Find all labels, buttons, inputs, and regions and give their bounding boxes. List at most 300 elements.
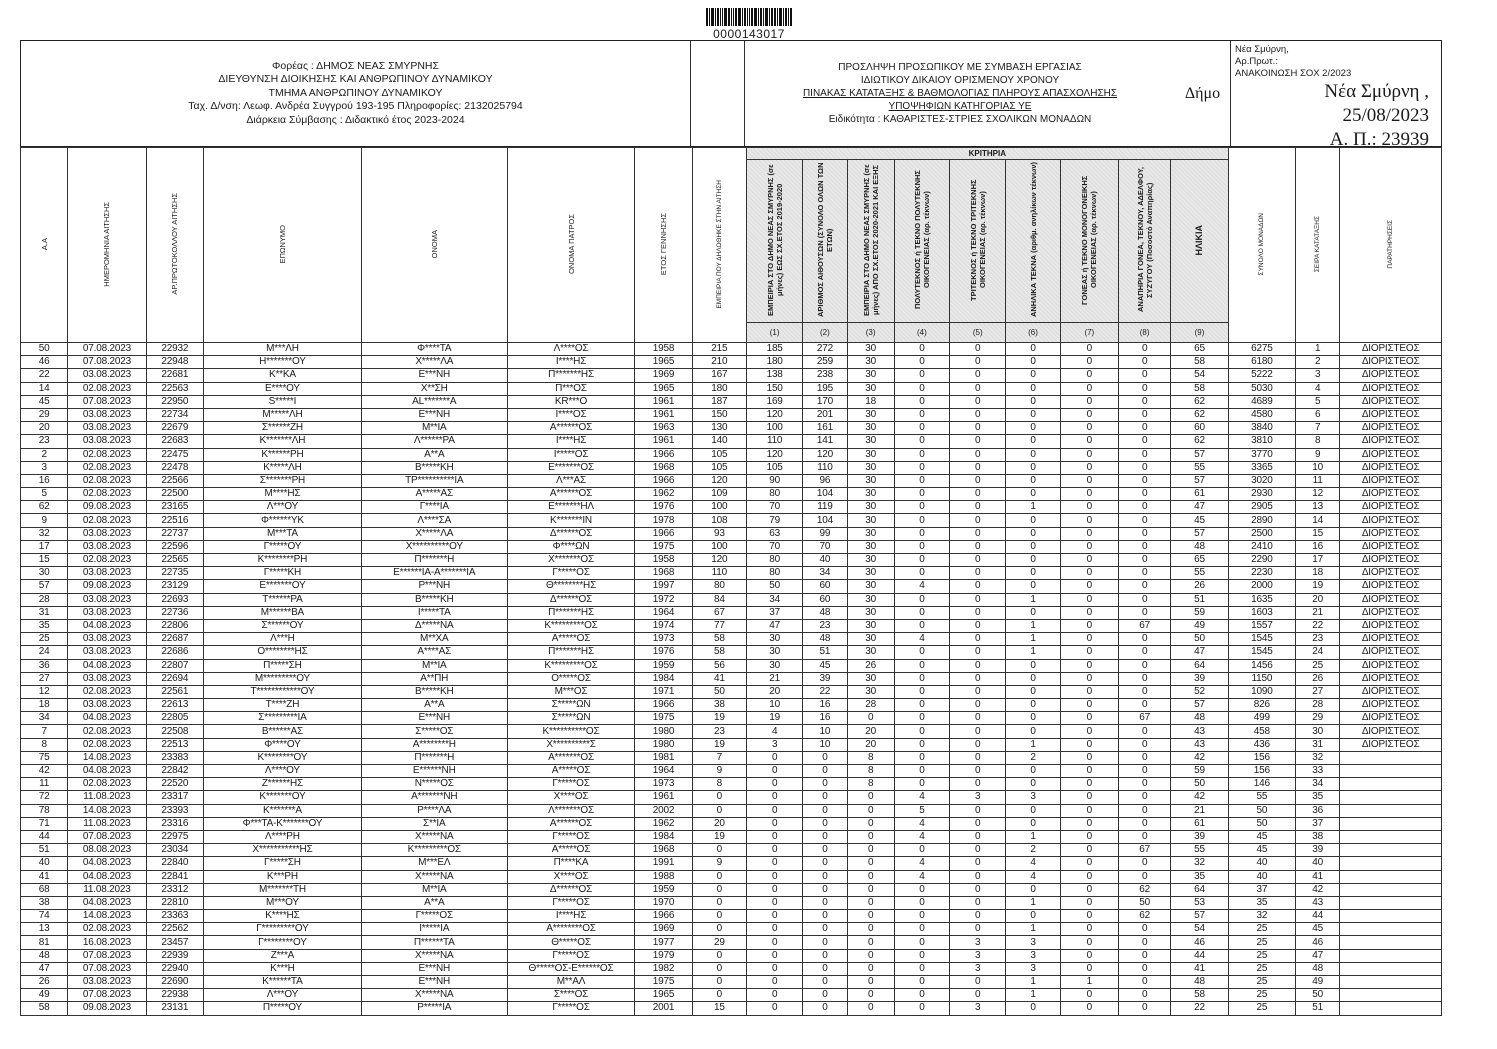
table-row: [21, 540, 1442, 553]
cell-surname: Λ***ΟΥ: [203, 989, 361, 1002]
cell-crit-6: 0: [1006, 659, 1060, 672]
cell-crit-8: 0: [1118, 923, 1170, 936]
cell-protocol: 22613: [146, 699, 203, 712]
table-row: [21, 633, 1442, 646]
table-row: [21, 659, 1442, 672]
cell-experience-declared: 9: [692, 765, 746, 778]
barcode-number: 0000143017: [713, 27, 785, 41]
cell-aa: 8: [21, 738, 68, 751]
cell-experience-declared: 0: [692, 989, 746, 1002]
table-row: [21, 343, 1442, 356]
cell-birth-year: 1997: [635, 580, 692, 593]
cell-total: 2890: [1228, 514, 1295, 527]
cell-date: 14.08.2023: [68, 804, 146, 817]
cell-aa: 47: [21, 962, 68, 975]
title-line: ΙΔΙΩΤΙΚΟΥ ΔΙΚΑΙΟΥ ΟΡΙΣΜΕΝΟΥ ΧΡΟΝΟΥ: [860, 75, 1060, 86]
cell-name: Χ*****ΝΑ: [361, 989, 507, 1002]
cell-crit-3: 30: [847, 619, 894, 632]
cell-name: Μ**ΙΑ: [361, 659, 507, 672]
cell-surname: Κ********ΟΥ: [203, 751, 361, 764]
document-header: [20, 40, 1442, 150]
cell-crit-8: 0: [1118, 540, 1170, 553]
table-row: [21, 817, 1442, 830]
cell-crit-4: 0: [894, 712, 949, 725]
cell-father: Θ********ΗΣ: [507, 580, 635, 593]
cell-crit-1: 0: [746, 765, 802, 778]
stamp-protocol-number: Α. Π.: 23939: [1329, 129, 1429, 150]
cell-surname: Ε*******ΟΥ: [203, 580, 361, 593]
cell-notes: [1340, 791, 1442, 804]
issuer-line: ΤΜΗΜΑ ΑΝΘΡΩΠΙΝΟΥ ΔΥΝΑΜΙΚΟΥ: [268, 86, 443, 99]
cell-crit-3: 26: [847, 659, 894, 672]
cell-crit-4: 0: [894, 962, 949, 975]
criterion-3-number: (3): [847, 323, 894, 343]
criterion-7-label: ΓΟΝΕΑΣ ή ΤΕΚΝΟ ΜΟΝΟΓΟΝΕΙΚΗΣ ΟΙΚΟΓΕΝΕΙΑΣ (αρ. τέκνων): [1060, 160, 1118, 323]
cell-crit-7: 0: [1060, 580, 1118, 593]
col-header-notes: ΠΑΡΑΤΗΡΗΣΕΙΣ: [1340, 148, 1442, 343]
cell-crit-1: 70: [746, 540, 802, 553]
cell-birth-year: 1979: [635, 949, 692, 962]
cell-crit-3: 30: [847, 488, 894, 501]
cell-protocol: 22500: [146, 488, 203, 501]
cell-date: 16.08.2023: [68, 936, 146, 949]
cell-notes: [1340, 923, 1442, 936]
cell-crit-2: 10: [803, 725, 847, 738]
cell-experience-declared: 120: [692, 474, 746, 487]
cell-date: 04.08.2023: [68, 765, 146, 778]
cell-notes: ΔΙΟΡΙΣΤΕΟΣ: [1340, 619, 1442, 632]
table-row: [21, 765, 1442, 778]
cell-crit-4: 0: [894, 765, 949, 778]
cell-crit-3: 0: [847, 830, 894, 843]
cell-crit-6: 1: [1006, 830, 1060, 843]
cell-date: 09.08.2023: [68, 501, 146, 514]
cell-total: 1603: [1228, 606, 1295, 619]
cell-notes: [1340, 817, 1442, 830]
cell-crit-5: 0: [950, 883, 1006, 896]
cell-notes: ΔΙΟΡΙΣΤΕΟΣ: [1340, 527, 1442, 540]
cell-crit-1: 70: [746, 501, 802, 514]
cell-crit-9: 50: [1171, 633, 1228, 646]
cell-notes: ΔΙΟΡΙΣΤΕΟΣ: [1340, 461, 1442, 474]
cell-birth-year: 1972: [635, 593, 692, 606]
cell-date: 04.08.2023: [68, 857, 146, 870]
cell-notes: [1340, 962, 1442, 975]
cell-protocol: 23363: [146, 910, 203, 923]
cell-crit-7: 0: [1060, 910, 1118, 923]
cell-crit-2: 48: [803, 606, 847, 619]
cell-crit-6: 0: [1006, 461, 1060, 474]
cell-father: Γ*****ΟΣ: [507, 830, 635, 843]
cell-notes: ΔΙΟΡΙΣΤΕΟΣ: [1340, 554, 1442, 567]
cell-name: Π*******Η: [361, 554, 507, 567]
cell-crit-7: 0: [1060, 488, 1118, 501]
cell-date: 07.08.2023: [68, 356, 146, 369]
cell-protocol: 22939: [146, 949, 203, 962]
cell-crit-2: 120: [803, 448, 847, 461]
barcode-bars: [684, 8, 814, 26]
cell-surname: Γ*********ΟΥ: [203, 923, 361, 936]
cell-crit-4: 0: [894, 1002, 949, 1015]
cell-protocol: 22805: [146, 712, 203, 725]
cell-crit-6: 0: [1006, 817, 1060, 830]
cell-crit-3: 0: [847, 910, 894, 923]
cell-crit-5: 0: [950, 685, 1006, 698]
cell-crit-4: 0: [894, 395, 949, 408]
cell-crit-7: 0: [1060, 554, 1118, 567]
cell-date: 02.08.2023: [68, 685, 146, 698]
cell-crit-2: 45: [803, 659, 847, 672]
table-row: [21, 883, 1442, 896]
cell-rank: 29: [1296, 712, 1340, 725]
cell-crit-4: 0: [894, 567, 949, 580]
cell-date: 03.08.2023: [68, 369, 146, 382]
cell-crit-9: 64: [1171, 883, 1228, 896]
cell-crit-2: 0: [803, 896, 847, 909]
cell-crit-7: 0: [1060, 422, 1118, 435]
cell-notes: ΔΙΟΡΙΣΤΕΟΣ: [1340, 501, 1442, 514]
cell-crit-5: 0: [950, 896, 1006, 909]
cell-crit-5: 0: [950, 989, 1006, 1002]
cell-experience-declared: 77: [692, 619, 746, 632]
cell-crit-5: 0: [950, 501, 1006, 514]
specialty-line: Ειδικότητα : ΚΑΘΑΡΙΣΤΕΣ-ΣΤΡΙΕΣ ΣΧΟΛΙΚΩΝ ΜΟΝΑΔΩΝ: [828, 114, 1092, 125]
cell-crit-3: 8: [847, 751, 894, 764]
cell-father: Ι****ΟΣ: [507, 408, 635, 421]
cell-rank: 17: [1296, 554, 1340, 567]
cell-crit-4: 5: [894, 804, 949, 817]
cell-total: 4580: [1228, 408, 1295, 421]
cell-crit-5: 0: [950, 514, 1006, 527]
cell-notes: ΔΙΟΡΙΣΤΕΟΣ: [1340, 395, 1442, 408]
cell-crit-7: 0: [1060, 923, 1118, 936]
cell-crit-3: 0: [847, 857, 894, 870]
cell-rank: 19: [1296, 580, 1340, 593]
cell-birth-year: 1966: [635, 527, 692, 540]
col-header-name: ΟΝΟΜΑ: [361, 148, 507, 343]
cell-crit-6: 0: [1006, 685, 1060, 698]
cell-total: 25: [1228, 976, 1295, 989]
cell-aa: 78: [21, 804, 68, 817]
cell-crit-3: 0: [847, 883, 894, 896]
cell-aa: 71: [21, 817, 68, 830]
cell-crit-1: 0: [746, 989, 802, 1002]
cell-date: 02.08.2023: [68, 923, 146, 936]
cell-aa: 15: [21, 554, 68, 567]
cell-experience-declared: 100: [692, 501, 746, 514]
cell-father: Α******ΟΣ: [507, 488, 635, 501]
cell-total: 1545: [1228, 633, 1295, 646]
cell-crit-3: 0: [847, 923, 894, 936]
criterion-9-label: ΗΛΙΚΙΑ: [1171, 160, 1228, 323]
place-label: Νέα Σμύρνη,: [1235, 44, 1289, 55]
cell-aa: 16: [21, 474, 68, 487]
protocol-block: [1231, 41, 1441, 150]
cell-crit-4: 0: [894, 554, 949, 567]
cell-crit-9: 61: [1171, 488, 1228, 501]
cell-crit-5: 0: [950, 369, 1006, 382]
cell-total: 37: [1228, 883, 1295, 896]
cell-name: Χ*****ΝΑ: [361, 830, 507, 843]
cell-birth-year: 1984: [635, 830, 692, 843]
cell-crit-2: 10: [803, 738, 847, 751]
cell-crit-5: 3: [950, 936, 1006, 949]
cell-crit-6: 3: [1006, 949, 1060, 962]
cell-crit-2: 0: [803, 778, 847, 791]
cell-protocol: 22561: [146, 685, 203, 698]
cell-crit-9: 47: [1171, 501, 1228, 514]
cell-birth-year: 1966: [635, 474, 692, 487]
cell-crit-9: 42: [1171, 751, 1228, 764]
cell-crit-7: 0: [1060, 962, 1118, 975]
cell-crit-6: 0: [1006, 554, 1060, 567]
cell-crit-8: 0: [1118, 461, 1170, 474]
cell-total: 2500: [1228, 527, 1295, 540]
cell-crit-8: 0: [1118, 857, 1170, 870]
table-row: [21, 976, 1442, 989]
cell-crit-4: 0: [894, 514, 949, 527]
cell-experience-declared: 56: [692, 659, 746, 672]
cell-crit-9: 60: [1171, 422, 1228, 435]
cell-protocol: 23317: [146, 791, 203, 804]
cell-crit-5: 0: [950, 646, 1006, 659]
cell-aa: 46: [21, 356, 68, 369]
title-line: ΥΠΟΨΗΦΙΩΝ ΚΑΤΗΓΟΡΙΑΣ ΥΕ: [888, 101, 1032, 112]
cell-crit-1: 20: [746, 685, 802, 698]
table-row: [21, 356, 1442, 369]
cell-father: Α*****ΟΣ: [507, 844, 635, 857]
cell-crit-2: 48: [803, 633, 847, 646]
cell-total: 2230: [1228, 567, 1295, 580]
cell-total: 50: [1228, 817, 1295, 830]
cell-rank: 11: [1296, 474, 1340, 487]
cell-crit-9: 62: [1171, 408, 1228, 421]
cell-crit-8: 0: [1118, 567, 1170, 580]
cell-notes: ΔΙΟΡΙΣΤΕΟΣ: [1340, 382, 1442, 395]
cell-notes: ΔΙΟΡΙΣΤΕΟΣ: [1340, 474, 1442, 487]
cell-crit-9: 52: [1171, 685, 1228, 698]
cell-father: Α*****ΟΣ: [507, 633, 635, 646]
cell-experience-declared: 29: [692, 936, 746, 949]
cell-total: 458: [1228, 725, 1295, 738]
table-row: [21, 567, 1442, 580]
cell-surname: Φ***ΤΑ-Κ*******ΟΥ: [203, 817, 361, 830]
cell-rank: 40: [1296, 857, 1340, 870]
cell-experience-declared: 19: [692, 738, 746, 751]
col-header-surname: ΕΠΩΝΥΜΟ: [203, 148, 361, 343]
cell-name: Α**Α: [361, 448, 507, 461]
cell-crit-4: 0: [894, 488, 949, 501]
cell-crit-8: 0: [1118, 685, 1170, 698]
cell-name: Α**Α: [361, 896, 507, 909]
cell-crit-6: 0: [1006, 672, 1060, 685]
cell-crit-1: 0: [746, 817, 802, 830]
criterion-4-label: ΠΟΛΥΤΕΚΝΟΣ ή ΤΕΚΝΟ ΠΟΛΥΤΕΚΝΗΣ ΟΙΚΟΓΕΝΕΙΑΣ (αρ. τέκνων): [894, 160, 949, 323]
header-spacer: [691, 41, 745, 146]
criterion-5-number: (5): [950, 323, 1006, 343]
cell-notes: ΔΙΟΡΙΣΤΕΟΣ: [1340, 580, 1442, 593]
cell-notes: [1340, 751, 1442, 764]
cell-crit-7: 0: [1060, 435, 1118, 448]
cell-date: 14.08.2023: [68, 910, 146, 923]
table-row: [21, 738, 1442, 751]
cell-total: 3365: [1228, 461, 1295, 474]
cell-surname: Λ***Η: [203, 633, 361, 646]
cell-crit-4: 0: [894, 936, 949, 949]
cell-total: 1150: [1228, 672, 1295, 685]
cell-crit-8: 0: [1118, 659, 1170, 672]
cell-name: Ε***ΝΗ: [361, 712, 507, 725]
table-row: [21, 672, 1442, 685]
cell-total: 2290: [1228, 554, 1295, 567]
cell-birth-year: 1961: [635, 435, 692, 448]
cell-name: Χ*****ΛΑ: [361, 356, 507, 369]
cell-crit-3: 20: [847, 738, 894, 751]
cell-rank: 37: [1296, 817, 1340, 830]
cell-crit-2: 16: [803, 712, 847, 725]
cell-crit-4: 0: [894, 343, 949, 356]
table-row: [21, 474, 1442, 487]
cell-rank: 48: [1296, 962, 1340, 975]
table-row: [21, 685, 1442, 698]
cell-protocol: 22562: [146, 923, 203, 936]
cell-crit-3: 0: [847, 962, 894, 975]
cell-crit-4: 0: [894, 685, 949, 698]
cell-crit-5: 0: [950, 448, 1006, 461]
cell-crit-3: 0: [847, 949, 894, 962]
cell-crit-7: 0: [1060, 369, 1118, 382]
cell-total: 826: [1228, 699, 1295, 712]
cell-crit-5: 0: [950, 395, 1006, 408]
cell-crit-9: 55: [1171, 461, 1228, 474]
cell-surname: Σ******ΖΗ: [203, 422, 361, 435]
cell-rank: 14: [1296, 514, 1340, 527]
cell-crit-1: 21: [746, 672, 802, 685]
cell-total: 2905: [1228, 501, 1295, 514]
cell-birth-year: 2001: [635, 1002, 692, 1015]
cell-protocol: 22842: [146, 765, 203, 778]
cell-surname: Μ*****ΛΗ: [203, 408, 361, 421]
cell-name: Α****ΑΣ: [361, 646, 507, 659]
cell-name: Χ*****ΝΑ: [361, 949, 507, 962]
cell-surname: Ζ******ΗΣ: [203, 778, 361, 791]
cell-crit-7: 0: [1060, 791, 1118, 804]
cell-protocol: 22693: [146, 593, 203, 606]
cell-notes: [1340, 989, 1442, 1002]
cell-surname: Κ***Η: [203, 962, 361, 975]
cell-protocol: 23457: [146, 936, 203, 949]
criterion-3-label: ΕΜΠΕΙΡΙΑ ΣΤΟ ΔΗΜΟ ΝΕΑΣ ΣΜΥΡΝΗΣ (σε μήνες) ΑΠΟ ΣΧ.ΕΤΟΣ 2020-2021 ΚΑΙ ΕΞΗΣ: [847, 160, 894, 323]
cell-total: 40: [1228, 870, 1295, 883]
cell-surname: Μ***ΤΑ: [203, 527, 361, 540]
cell-birth-year: 1965: [635, 382, 692, 395]
cell-crit-5: 0: [950, 461, 1006, 474]
cell-rank: 47: [1296, 949, 1340, 962]
cell-notes: [1340, 844, 1442, 857]
cell-name: Α*****ΑΣ: [361, 488, 507, 501]
cell-notes: ΔΙΟΡΙΣΤΕΟΣ: [1340, 356, 1442, 369]
table-row: [21, 725, 1442, 738]
cell-total: 6275: [1228, 343, 1295, 356]
cell-notes: ΔΙΟΡΙΣΤΕΟΣ: [1340, 408, 1442, 421]
cell-crit-8: 62: [1118, 883, 1170, 896]
cell-father: Σ****ΟΣ: [507, 989, 635, 1002]
cell-crit-5: 0: [950, 672, 1006, 685]
cell-crit-2: 259: [803, 356, 847, 369]
cell-father: Ε*******ΗΛ: [507, 501, 635, 514]
barcode: [684, 8, 814, 41]
cell-total: 1557: [1228, 619, 1295, 632]
cell-notes: ΔΙΟΡΙΣΤΕΟΣ: [1340, 699, 1442, 712]
cell-aa: 57: [21, 580, 68, 593]
table-row: [21, 949, 1442, 962]
cell-father: Θ*****ΟΣ-Ε******ΟΣ: [507, 962, 635, 975]
cell-crit-2: 0: [803, 804, 847, 817]
cell-experience-declared: 41: [692, 672, 746, 685]
cell-name: Π*******Η: [361, 751, 507, 764]
cell-aa: 12: [21, 685, 68, 698]
cell-crit-7: 0: [1060, 408, 1118, 421]
cell-birth-year: 1961: [635, 408, 692, 421]
cell-total: 25: [1228, 962, 1295, 975]
cell-protocol: 22932: [146, 343, 203, 356]
cell-total: 146: [1228, 778, 1295, 791]
cell-rank: 23: [1296, 633, 1340, 646]
cell-crit-2: 99: [803, 527, 847, 540]
cell-date: 04.08.2023: [68, 619, 146, 632]
cell-crit-5: 0: [950, 844, 1006, 857]
issuer-line: Φορέας : ΔΗΜΟΣ ΝΕΑΣ ΣΜΥΡΝΗΣ: [272, 59, 439, 72]
cell-father: Π*******ΗΣ: [507, 606, 635, 619]
cell-date: 09.08.2023: [68, 1002, 146, 1015]
table-row: [21, 936, 1442, 949]
cell-experience-declared: 0: [692, 896, 746, 909]
cell-rank: 31: [1296, 738, 1340, 751]
cell-aa: 2: [21, 448, 68, 461]
cell-crit-4: 4: [894, 870, 949, 883]
cell-crit-3: 30: [847, 382, 894, 395]
cell-crit-2: 0: [803, 817, 847, 830]
cell-rank: 18: [1296, 567, 1340, 580]
cell-date: 04.08.2023: [68, 712, 146, 725]
cell-name: Σ**ΙΑ: [361, 817, 507, 830]
cell-crit-9: 65: [1171, 343, 1228, 356]
cell-crit-2: 272: [803, 343, 847, 356]
cell-rank: 42: [1296, 883, 1340, 896]
cell-crit-2: 70: [803, 540, 847, 553]
cell-crit-7: 0: [1060, 448, 1118, 461]
cell-crit-5: 0: [950, 857, 1006, 870]
cell-name: Φ****ΤΑ: [361, 343, 507, 356]
cell-crit-9: 62: [1171, 435, 1228, 448]
cell-crit-6: 0: [1006, 725, 1060, 738]
cell-crit-9: 57: [1171, 527, 1228, 540]
col-header-aa: Α.Α: [21, 148, 68, 343]
cell-crit-4: 0: [894, 738, 949, 751]
cell-father: Ι****ΗΣ: [507, 910, 635, 923]
cell-aa: 30: [21, 567, 68, 580]
cell-crit-2: 0: [803, 765, 847, 778]
cell-surname: Γ*****ΣΗ: [203, 857, 361, 870]
cell-crit-6: 0: [1006, 712, 1060, 725]
cell-crit-5: 3: [950, 791, 1006, 804]
cell-birth-year: 1963: [635, 422, 692, 435]
cell-crit-2: 238: [803, 369, 847, 382]
cell-crit-1: 37: [746, 606, 802, 619]
cell-crit-3: 30: [847, 540, 894, 553]
cell-father: Α*******ΟΣ: [507, 751, 635, 764]
cell-birth-year: 1968: [635, 461, 692, 474]
